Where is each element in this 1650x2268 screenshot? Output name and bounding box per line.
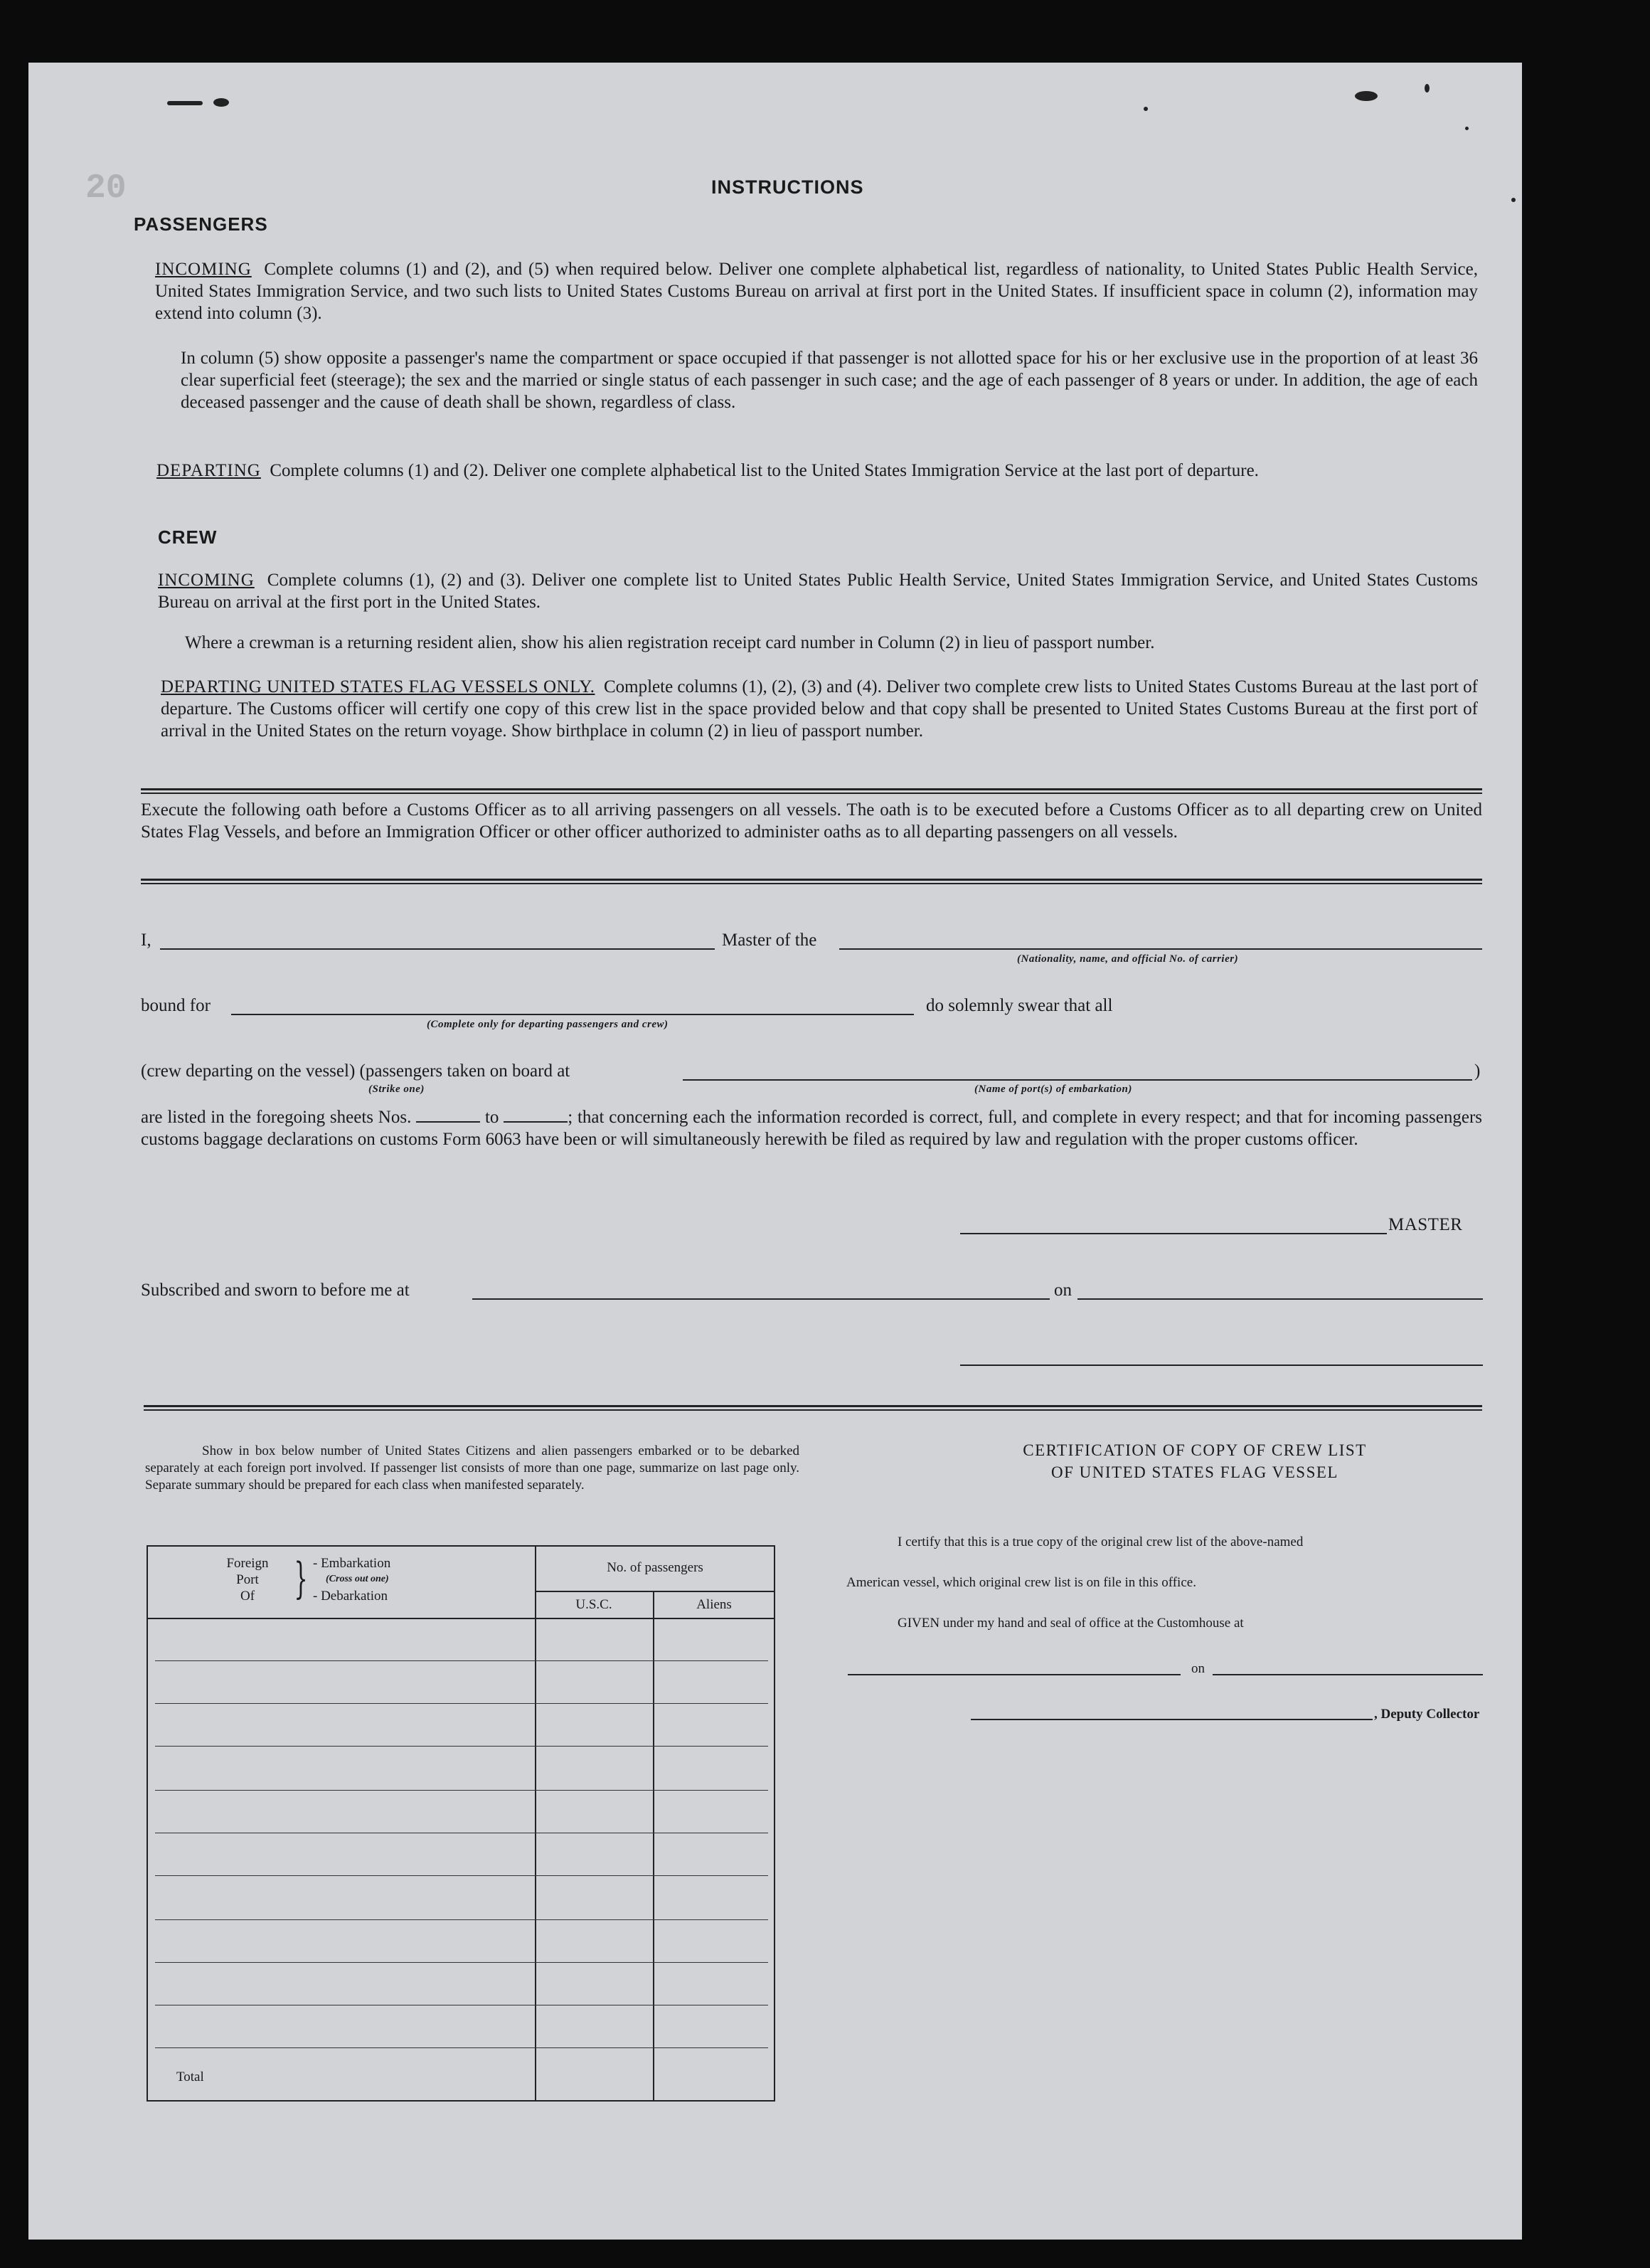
swear-label: do solemnly swear that all <box>926 996 1113 1015</box>
bound-for-label: bound for <box>141 996 211 1015</box>
crew-incoming-text: Complete columns (1), (2) and (3). Deliver one complete list to United States Public Health Service, United States Immigration Service, and United States Customs Bureau on arrival at the first port in the United States. <box>158 571 1479 612</box>
page-number-bleedthrough: 20 <box>85 169 127 208</box>
debarkation-label: - Debarkation <box>313 1589 388 1604</box>
strike-caption: (Strike one) <box>368 1083 425 1095</box>
embarkation-ports-field[interactable] <box>683 1079 1472 1081</box>
table-row[interactable] <box>155 1660 768 1661</box>
brace-icon: } <box>294 1554 308 1604</box>
close-paren: ) <box>1474 1061 1481 1081</box>
crew-resident-paragraph: Where a crewman is a returning resident alien, show his alien registration receipt card number in Column (2) in lieu of passport number. <box>185 633 1155 652</box>
col-usc-header: U.S.C. <box>575 1597 612 1612</box>
listed-text-2: ; that concerning each the information recorded is correct, full, and complete in every respect; and that for incoming passengers customs baggage declarations on customs Form 6063 have been or will simultaneously herewith be filed as required by law and regulation with the proper customs officer. <box>141 1108 1482 1149</box>
scan-speck <box>1511 198 1516 202</box>
incoming-label: INCOMING <box>155 260 252 279</box>
listed-text-1: are listed in the foregoing sheets Nos. <box>141 1108 412 1127</box>
summary-table <box>147 1545 775 2102</box>
bound-caption: (Complete only for departing passengers and crew) <box>427 1019 669 1030</box>
passengers-heading: PASSENGERS <box>134 213 268 235</box>
scan-speck <box>167 101 203 105</box>
master-name-field[interactable] <box>160 948 715 950</box>
crew-incoming-label: INCOMING <box>158 571 255 590</box>
ports-caption: (Name of port(s) of embarkation) <box>974 1083 1132 1095</box>
cross-out-caption: (Cross out one) <box>326 1574 389 1584</box>
sworn-location-field[interactable] <box>472 1298 1050 1300</box>
master-of-label: Master of the <box>722 931 817 950</box>
scan-speck <box>1425 84 1430 92</box>
column5-paragraph: In column (5) show opposite a passenger's name the compartment or space occupied if that passenger is not allotted space for his or her exclusive use in the proportion of at least 36 clear superficial feet (steerage); the sex and the married or single status of each passenger in such case; and the age of each passenger of 8 years or under. In addition, the age of each deceased passenger and the cause of death shall be shown, regardless of class. <box>181 349 1478 412</box>
col-divider <box>653 1591 654 2102</box>
given-text: GIVEN under my hand and seal of office at the Customhouse at <box>898 1616 1244 1631</box>
certification-title <box>875 1439 1515 1483</box>
officer-signature-field[interactable] <box>960 1364 1483 1366</box>
col-aliens-header: Aliens <box>696 1597 732 1612</box>
sworn-on-label: on <box>1054 1281 1072 1300</box>
section-divider <box>141 879 1482 884</box>
document-page <box>28 63 1522 2240</box>
table-row[interactable] <box>155 1875 768 1876</box>
deputy-collector-label: , Deputy Collector <box>1374 1707 1480 1722</box>
master-label: MASTER <box>1388 1215 1463 1234</box>
passengers-incoming-paragraph <box>155 258 1478 324</box>
certify-text-1: I certify that this is a true copy of the original crew list of the above-named <box>898 1535 1304 1549</box>
scan-speck <box>213 98 229 107</box>
crew-departing-text: Complete columns (1), (2), (3) and (4). Deliver two complete crew lists to United States Customs Bureau at the last port of departure. The Customs officer will certify one copy of this crew list in the space provided below and that copy shall be presented to United States Customs Bureau at the first port of arrival in the United States on the return voyage. Show birthplace in column (2) in lieu of passport number. <box>161 677 1478 741</box>
col-port-line1: Foreign <box>226 1556 269 1571</box>
listed-to-label: to <box>484 1108 499 1127</box>
carrier-field[interactable] <box>839 948 1482 950</box>
table-row[interactable] <box>155 1919 768 1920</box>
crew-heading: CREW <box>158 526 218 548</box>
instructions-title: INSTRUCTIONS <box>711 176 864 198</box>
table-row[interactable] <box>155 2047 768 2048</box>
header-bottom-line <box>148 1618 775 1619</box>
embarkation-label: - Embarkation <box>313 1556 391 1571</box>
customhouse-location-field[interactable] <box>848 1674 1181 1675</box>
crew-departing-oath-label: (crew departing on the vessel) (passengers taken on board at <box>141 1061 570 1081</box>
certify-text-2: American vessel, which original crew list is on file in this office. <box>846 1575 1196 1590</box>
scan-speck <box>1465 127 1469 130</box>
deputy-collector-signature-field[interactable] <box>971 1719 1373 1720</box>
passengers-departing-paragraph <box>156 460 1478 482</box>
scan-speck <box>1355 91 1378 101</box>
col-port-line2: Port <box>236 1572 259 1587</box>
total-label: Total <box>176 2070 204 2084</box>
table-row[interactable] <box>155 1790 768 1791</box>
incoming-text: Complete columns (1) and (2), and (5) when required below. Deliver one complete alphabetical list, regardless of nationality, to United States Public Health Service, United States Immigration Service, and two such lists to United States Customs Bureau on arrival at first port in the United States. If insufficient space in column (2), information may extend into column (3). <box>155 260 1478 323</box>
sheets-from-field[interactable] <box>416 1108 480 1123</box>
header-divider <box>535 1591 775 1592</box>
listed-paragraph <box>141 1106 1482 1150</box>
crew-incoming-paragraph <box>158 569 1478 613</box>
col-passengers-header: No. of passengers <box>607 1560 703 1575</box>
scan-speck <box>1144 107 1148 111</box>
crew-departing-label: DEPARTING UNITED STATES FLAG VESSELS ONLY. <box>161 677 595 696</box>
certification-title-line1: CERTIFICATION OF COPY OF CREW LIST <box>1023 1441 1367 1459</box>
sheets-to-field[interactable] <box>504 1108 568 1123</box>
carrier-caption: (Nationality, name, and official No. of carrier) <box>1017 953 1239 965</box>
bound-for-field[interactable] <box>231 1014 914 1015</box>
certification-on-label: on <box>1191 1661 1205 1676</box>
oath-intro: Execute the following oath before a Customs Officer as to all arriving passengers on all vessels. The oath is to be executed before a Customs Officer as to all departing crew on United States Flag Vessels, and before an Immigration Officer or other officer authorized to administer oaths as to all departing passengers on all vessels. <box>141 800 1482 842</box>
col-port-line3: Of <box>240 1589 255 1604</box>
certification-date-field[interactable] <box>1213 1674 1483 1675</box>
crew-departing-paragraph <box>161 676 1478 742</box>
table-row[interactable] <box>155 1962 768 1963</box>
certification-title-line2: OF UNITED STATES FLAG VESSEL <box>1051 1463 1338 1481</box>
departing-label: DEPARTING <box>156 461 261 480</box>
section-divider <box>141 788 1482 794</box>
table-row[interactable] <box>155 1746 768 1747</box>
summary-instructions: Show in box below number of United States Citizens and alien passengers embarked or to be debarked separately at each foreign port involved. If passenger list consists of more than one page, summarize on last page only. Separate summary should be prepared for each class when manifested separately. <box>145 1443 799 1493</box>
section-divider <box>144 1405 1482 1411</box>
sworn-date-field[interactable] <box>1077 1298 1483 1300</box>
col-divider <box>535 1547 536 2102</box>
col-port-header <box>212 1555 283 1604</box>
master-signature-field[interactable] <box>960 1233 1387 1234</box>
departing-text: Complete columns (1) and (2). Deliver one complete alphabetical list to the United States Immigration Service at the last port of departure. <box>270 461 1259 480</box>
oath-i-label: I, <box>141 931 151 950</box>
subscribed-label: Subscribed and sworn to before me at <box>141 1281 410 1300</box>
table-row[interactable] <box>155 1703 768 1704</box>
